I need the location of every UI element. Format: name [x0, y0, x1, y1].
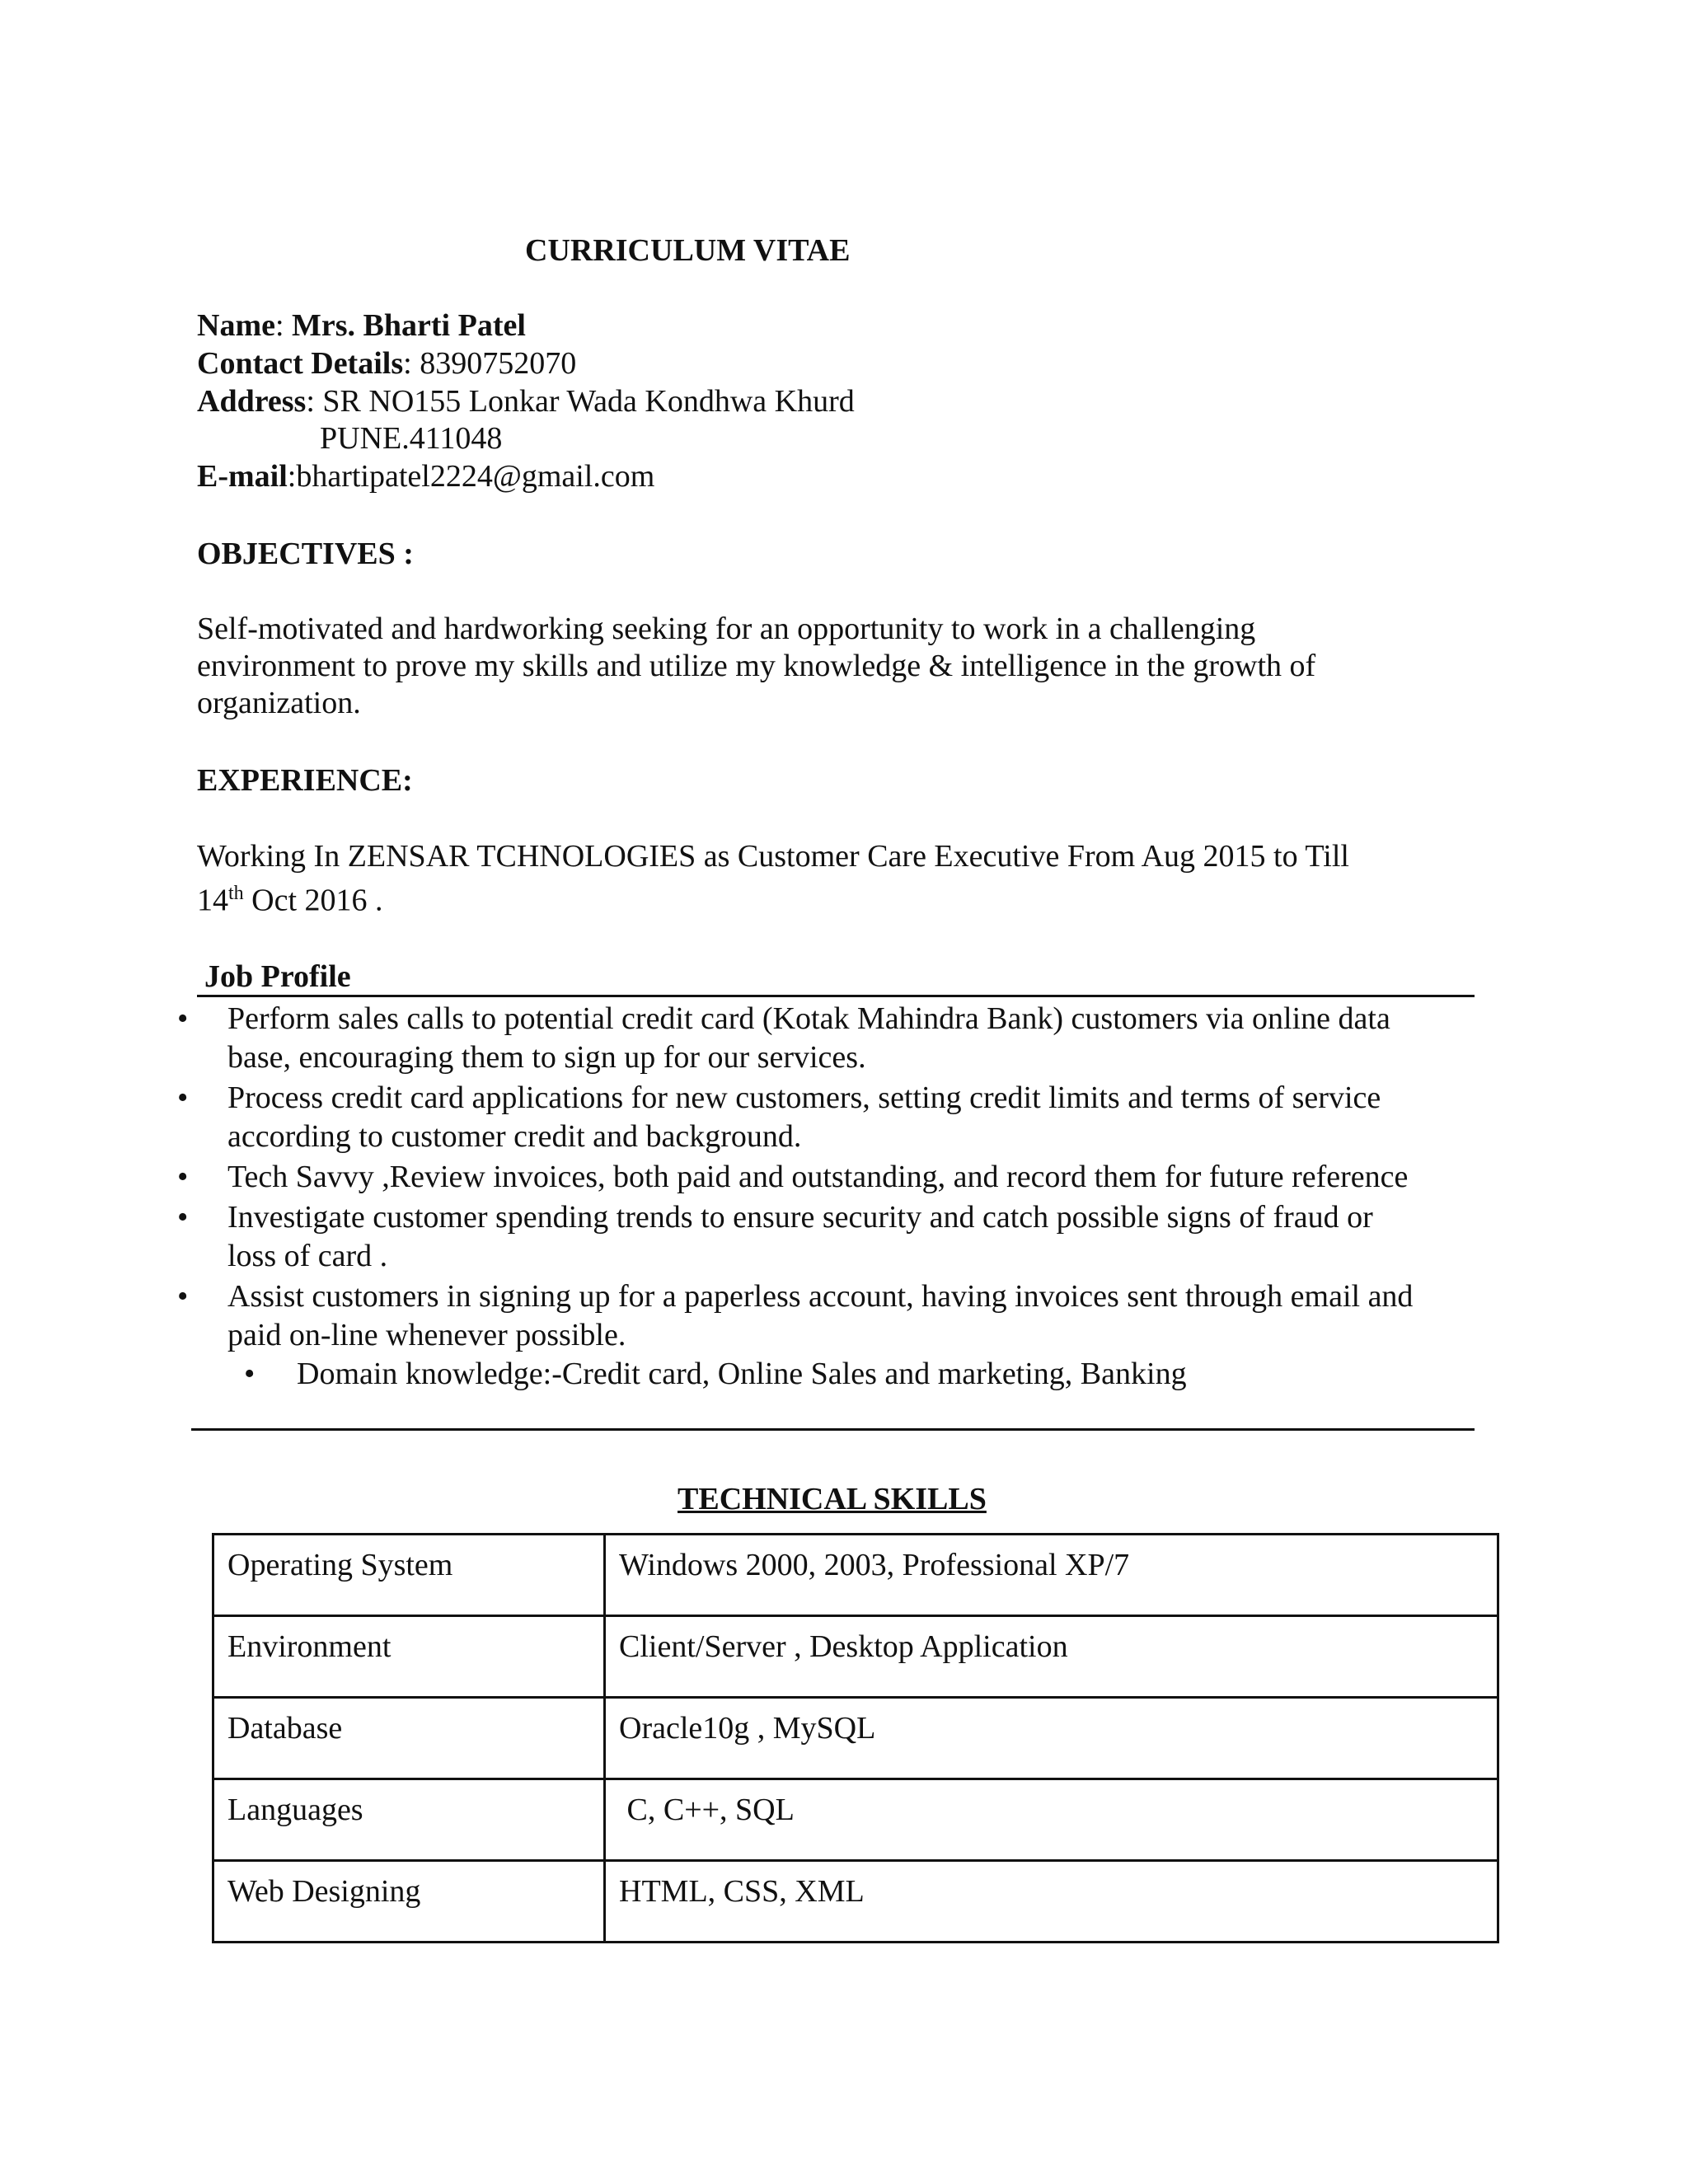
technical-skills-table	[212, 1533, 1499, 1943]
list-item-line: Process credit card applications for new customers, setting credit limits and terms of service	[227, 1080, 1381, 1115]
table-row	[213, 1616, 1498, 1698]
name-label: Name	[197, 308, 275, 343]
bullet-icon: •	[244, 1357, 256, 1391]
job-profile-heading: Job Profile	[204, 959, 351, 994]
list-item	[177, 1277, 1479, 1355]
objectives-line: Self-motivated and hardworking seeking for an opportunity to work in a challenging	[197, 612, 1256, 646]
objectives-line: organization.	[197, 686, 361, 720]
skill-value-cell: HTML, CSS, XML	[605, 1861, 1498, 1943]
job-profile-top-rule	[197, 995, 1475, 997]
contact-value: 8390752070	[420, 346, 577, 381]
table-row	[213, 1779, 1498, 1861]
domain-knowledge-item	[244, 1355, 1187, 1394]
experience-date-rest: Oct 2016 .	[243, 883, 383, 918]
list-item	[177, 1079, 1479, 1156]
objectives-paragraph	[197, 611, 1315, 722]
job-profile-list	[177, 1000, 1479, 1357]
bullet-icon: •	[177, 1200, 189, 1235]
section-divider-rule	[191, 1428, 1475, 1431]
list-item-line: loss of card .	[227, 1239, 388, 1273]
address-label: Address	[197, 384, 307, 419]
name-line: Name: Mrs. Bharti Patel	[197, 308, 526, 343]
table-row	[213, 1861, 1498, 1943]
experience-paragraph	[197, 838, 1349, 920]
skill-value-cell: Oracle10g , MySQL	[605, 1698, 1498, 1779]
skill-category-cell: Database	[213, 1698, 605, 1779]
experience-day-suffix: th	[228, 883, 244, 904]
technical-skills-heading: TECHNICAL SKILLS	[678, 1482, 987, 1516]
skill-category-cell: Operating System	[213, 1535, 605, 1616]
experience-line: Working In ZENSAR TCHNOLOGIES as Customer Care Executive From Aug 2015 to Till	[197, 839, 1349, 874]
experience-heading: EXPERIENCE:	[197, 763, 413, 798]
table-row	[213, 1535, 1498, 1616]
experience-day: 14	[197, 883, 228, 918]
objectives-heading: OBJECTIVES :	[197, 537, 414, 571]
email-line: E-mail:bhartipatel2224@gmail.com	[197, 459, 655, 494]
domain-knowledge-text: Domain knowledge:-Credit card, Online Sales and marketing, Banking	[297, 1357, 1187, 1391]
table-row	[213, 1698, 1498, 1779]
list-item-line: according to customer credit and background.	[227, 1119, 802, 1154]
bullet-icon: •	[177, 1080, 189, 1115]
bullet-icon: •	[177, 1160, 189, 1194]
list-item-line: Tech Savvy ,Review invoices, both paid and outstanding, and record them for future reference	[227, 1160, 1409, 1194]
document-title: CURRICULUM VITAE	[525, 233, 851, 268]
address-line: Address: SR NO155 Lonkar Wada Kondhwa Khurd	[197, 384, 855, 419]
list-item	[177, 1198, 1479, 1276]
list-item-line: base, encouraging them to sign up for our services.	[227, 1040, 866, 1075]
list-item-line: paid on-line whenever possible.	[227, 1318, 626, 1352]
skill-category-cell: Languages	[213, 1779, 605, 1861]
skill-value-cell: Client/Server , Desktop Application	[605, 1616, 1498, 1698]
contact-label: Contact Details	[197, 346, 404, 381]
email-value: bhartipatel2224@gmail.com	[296, 459, 655, 494]
name-value: Mrs. Bharti Patel	[292, 308, 526, 343]
bullet-icon: •	[177, 1279, 189, 1314]
address-value-line1: SR NO155 Lonkar Wada Kondhwa Khurd	[322, 384, 855, 419]
skill-value-cell: C, C++, SQL	[605, 1779, 1498, 1861]
list-item	[177, 1158, 1479, 1197]
address-value-line2: PUNE.411048	[320, 421, 503, 456]
list-item-line: Investigate customer spending trends to ensure security and catch possible signs of fraud or	[227, 1200, 1373, 1235]
skill-category-cell: Environment	[213, 1616, 605, 1698]
experience-line	[197, 875, 1349, 920]
list-item	[177, 1000, 1479, 1077]
skill-category-cell: Web Designing	[213, 1861, 605, 1943]
skill-value-cell: Windows 2000, 2003, Professional XP/7	[605, 1535, 1498, 1616]
list-item-line: Perform sales calls to potential credit card (Kotak Mahindra Bank) customers via online data	[227, 1001, 1390, 1036]
objectives-line: environment to prove my skills and utilize my knowledge & intelligence in the growth of	[197, 649, 1316, 683]
list-item-line: Assist customers in signing up for a paperless account, having invoices sent through email and	[227, 1279, 1414, 1314]
bullet-icon: •	[177, 1001, 189, 1036]
email-label: E-mail	[197, 459, 288, 494]
contact-line: Contact Details: 8390752070	[197, 346, 577, 381]
